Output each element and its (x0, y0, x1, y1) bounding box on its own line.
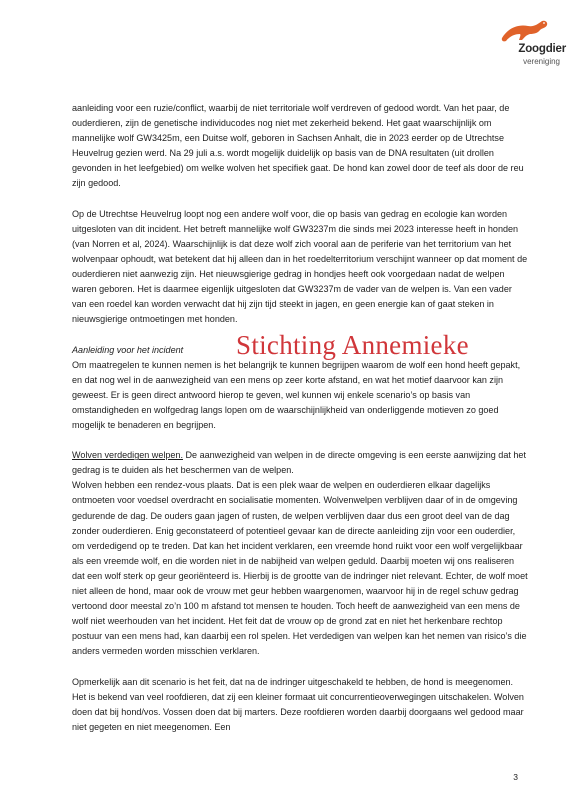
paragraph-4 (72, 448, 528, 478)
zoogdiervereniging-logo (494, 18, 566, 68)
section-subheading: Aanleiding voor het incident (72, 344, 184, 355)
paragraph-1: aanleiding voor een ruzie/conflict, waarbij de niet territoriale wolf verdreven of gedood wordt. Van het paar, de ouderdieren, zijn de genetische individucodes nog niet met zekerheid bekend. Het gaat waarschijnlijk om mannelijke wolf GW3425m, een Duitse wolf, geboren in Sachsen Anhalt, die in 2023 eerder op de Utrechtse Heuvelrug gezien werd. Na 29 juli a.s. wordt mogelijk duidelijk op basis van de DNA resultaten (uit drollen gevonden in het leefgebied) om welke wolven het specifiek gaat. De hond kan zowel door de teef als door de reu zijn gedood. (72, 103, 524, 189)
paragraph-2: Op de Utrechtse Heuvelrug loopt nog een andere wolf voor, die op basis van gedrag en ecologie kan worden uitgesloten van dit incident. Het betreft mannelijke wolf GW3237m die sinds mei 2023 interesse heeft in honden (van Norren et al, 2024). Waarschijnlijk is dat deze wolf zich vooral aan de periferie van het territorium van het wolvenpaar ophoudt, wat betekent dat hij alleen dan in het roedelterritorium verschijnt wanneer op dat moment de ouderdieren niet aanwezig zijn. Het nieuwsgierige gedrag in hondjes heeft ook voorgedaan nadat de welpen waren geboren. Het is daarmee eigenlijk uitgesloten dat GW3237m de vader van de welpen is. Van een vader van een roedel kan worden verwacht dat hij zijn tijd steekt in jagen, en geen energie kan of gaat steken in nieuwsgierige ontmoetingen met honden. (72, 208, 528, 325)
page-number: 3 (513, 772, 518, 782)
paragraph-5: Wolven hebben een rendez-vous plaats. Dat is een plek waar de welpen en ouderdieren elkaar dagelijks ontmoeten voor voedsel overdracht en socialisatie momenten. Wolvenwelpen verblijven daar of in de omgeving gedurende de dag. De ouders gaan jagen of rusten, de welpen verblijven daar dus een groot deel van de dag zonder ouderdieren. Enig geconstateerd of potentieel gevaar kan de directe aanleiding zijn voor een ouderdier, om verdedigend op te treden. Dat kan het incident verklaren, een vreemde hond ruikt voor een wolf vergelijkbaar als een vreemde wolf, en die worden niet in de nabijheid van welpen geduld. Daarbij moeten wij ons realiseren dat een wolf sterk op geur georiënteerd is. Hierbij is de grootte van de indringer niet relevant. Echter, de wolf moet niet alleen de hond, maar ook de vrouw met geur hebben waargenomen, waarvoor hij in de regel schuw gedrag vertoond door meestal zo’n 100 m afstand tot mensen te houden. Toch heeft de aanwezigheid van een mens de wolf niet weerhouden van het incident. Het feit dat de vrouw op de grond zat en niet het herkenbare rechtop postuur van een mens had, kan daarbij een rol spelen. Het verdedigen van welpen kan het nemen van risico’s die anders vermeden worden misschien verklaren. (72, 480, 528, 657)
paragraph-4-text: De aanwezigheid van welpen in de directe omgeving is een eerste aanwijzing dat het gedrag is te duiden als het beschermen van de welpen. (72, 450, 526, 476)
logo-subtitle: vereniging (523, 57, 560, 66)
watermark-text: Stichting Annemieke (236, 330, 469, 360)
paragraph-3: Om maatregelen te kunnen nemen is het belangrijk te kunnen begrijpen waarom de wolf een hond heeft gepakt, en dat nog wel in de aanwezigheid van een mens op zeer korte afstand, en wat het motief daarvoor kan zijn geweest. Er is geen direct antwoord hierop te geven, wel kunnen wij enkele scenario’s op basis van omstandigheden en wolfgedrag langs lopen om de waarschijnlijkheid van onderliggende motieven zo goed mogelijk te benaderen en begrijpen. (72, 359, 521, 430)
otter-icon (500, 18, 550, 44)
document-body (72, 101, 528, 735)
paragraph-4-heading: Wolven verdedigen welpen. (72, 450, 183, 461)
paragraph-6: Opmerkelijk aan dit scenario is het feit, dat na de indringer uitgeschakeld te hebben, de hond is meegenomen. Het is bekend van veel roofdieren, dat zij een kleiner formaat uit concurrentieoverwegingen uitschakelen. Wolven doen dat bij hond/vos. Vossen doen dat bij marters. Deze roofdieren worden daarbij doorgaans wel gedood maar niet gegeten en niet meegenomen. Een (72, 676, 524, 732)
logo-name: Zoogdier (518, 43, 566, 55)
